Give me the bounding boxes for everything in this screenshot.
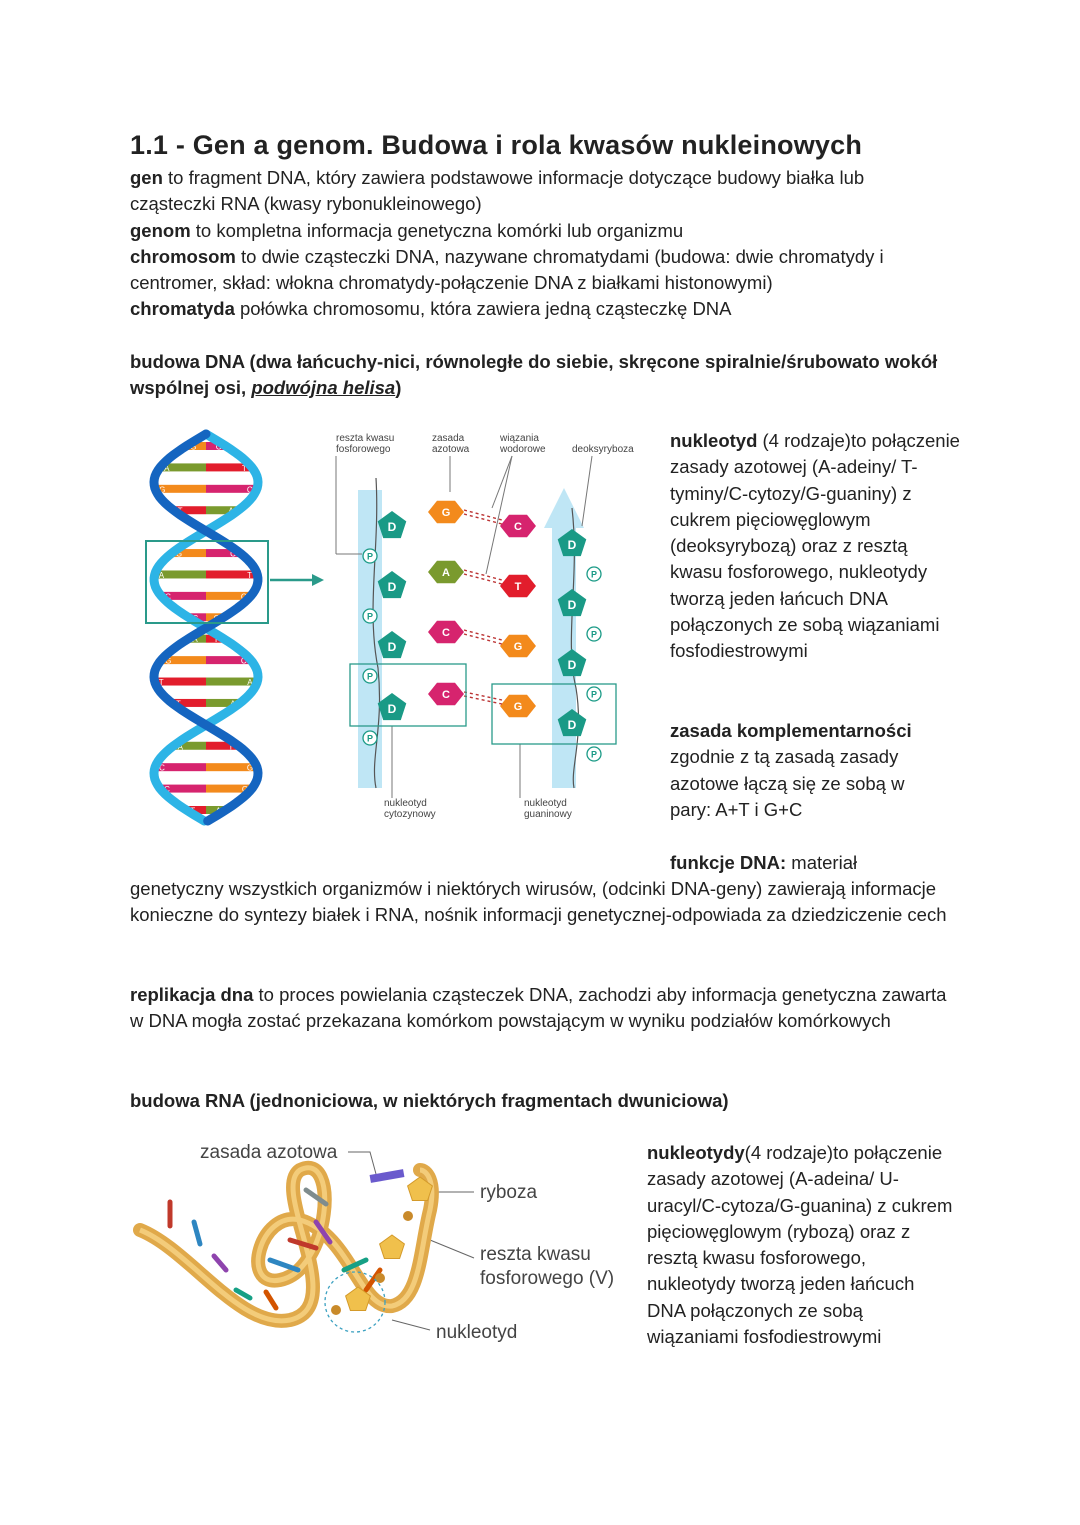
base-letter: C — [192, 613, 199, 623]
base-letter: G — [213, 613, 220, 623]
svg-text:A: A — [442, 567, 450, 579]
dna-structure-figure — [140, 428, 650, 828]
nukleotyd-rna-text: nukleotydy(4 rodzaje)to połączenie zasady azotowej (A-adeina/ U-uracyl/C-cytoza/G-guanina) z cukrem pięciowęglowym (rybozą) oraz z resztą kwasu fosforowego, nukleotydy tworzą jeden łańcuch DNA połączonych ze sobą wiązaniami fosfodiestrowymi — [647, 1142, 953, 1348]
base-letter: A — [247, 678, 253, 688]
nitrogen-base — [500, 515, 536, 538]
phosphate-circle — [587, 687, 601, 701]
base-letter: A — [228, 506, 234, 516]
base-letter: A — [164, 463, 170, 473]
nitrogen-base — [428, 621, 464, 644]
dna-heading: budowa DNA (dwa łańcuchy-nici, równoległe do siebie, skręcone spiralnie/śrubowato wokół wspólnej osi, podwójna helisa) — [130, 350, 938, 399]
svg-text:wiązania: wiązania — [500, 433, 539, 444]
base-letter: T — [247, 570, 253, 580]
nitrogen-base — [428, 501, 464, 524]
rna-heading: budowa RNA (jednoniciowa, w niektórych fragmentach dwuniciowa) — [130, 1090, 729, 1111]
def-chromosom: chromosom to dwie cząsteczki DNA, nazywane chromatydami (budowa: dwie chromatydy i centromer, skład: włokna chromatydy-połączenie DNA z białkami histonowymi) — [130, 245, 884, 294]
def-chromatyda: chromatyda połówka chromosomu, która zawiera jedną cząsteczkę DNA — [130, 298, 732, 320]
base-letter: T — [197, 528, 202, 538]
svg-text:wodorowe: wodorowe — [500, 444, 546, 455]
base-letter: C — [165, 592, 171, 602]
phosphate-group — [403, 1211, 413, 1221]
svg-text:fosforowego: fosforowego — [336, 444, 391, 455]
svg-text:D: D — [387, 702, 397, 716]
base-letter: G — [240, 592, 248, 602]
nitrogen-base — [428, 683, 464, 706]
svg-text:G: G — [513, 641, 523, 653]
komplementarnosc-text: zasada komplementarności zgodnie z tą zasadą zasady azotowe łączą się ze sobą w pary: A+T i G+C — [670, 720, 912, 820]
def-gen: gen to fragment DNA, który zawiera podstawowe informacje dotyczące budowy białka lub cząsteczki RNA (kwasy rybonukleinowego) — [130, 167, 865, 215]
svg-text:P: P — [590, 749, 598, 760]
svg-text:nukleotyd: nukleotyd — [524, 798, 567, 809]
base-letter: C — [159, 763, 165, 773]
rna-structure-figure — [130, 1130, 640, 1360]
rna-strand — [140, 1168, 432, 1321]
rna-base — [270, 1260, 298, 1270]
base-letter: G — [159, 485, 166, 495]
nitrogen-base — [500, 635, 536, 658]
base-letter: G — [175, 549, 183, 559]
base-letter: T — [190, 806, 196, 816]
svg-text:G: G — [441, 507, 451, 519]
svg-text:C: C — [442, 689, 450, 701]
base-letter: G — [197, 720, 204, 730]
base-letter: A — [208, 528, 215, 538]
svg-text:P: P — [366, 611, 374, 622]
phosphate-circle — [363, 731, 377, 745]
base-letter: G — [246, 763, 254, 773]
base-letter: C — [230, 549, 236, 559]
base-letter: G — [241, 785, 249, 795]
nukleotyd-dna-text: nukleotyd (4 rodzaje)to połączenie zasady azotowej (A-adeiny/ T-tyminy/C-cytozy/G-guaniny) z cukrem pięciowęglowym (deoksyrybozą) oraz z resztą kwasu fosforowego, nukleotydy tworzą jeden łańcuch DNA połączonych ze sobą wiązaniami fosfodiestrowymi — [670, 430, 960, 662]
svg-text:P: P — [590, 629, 598, 640]
rna-base — [194, 1222, 200, 1244]
svg-text:guaninowy: guaninowy — [524, 809, 572, 820]
arrow-icon — [312, 574, 324, 586]
double-helix-diagram — [154, 434, 258, 821]
svg-text:P: P — [366, 551, 374, 562]
base-letter: A — [230, 699, 236, 709]
svg-text:nukleotyd: nukleotyd — [384, 798, 427, 809]
base-letter: C — [215, 442, 222, 452]
phosphate-circle — [363, 669, 377, 683]
rna-base — [214, 1256, 226, 1270]
phosphate-circle — [587, 567, 601, 581]
base-letter: T — [158, 678, 164, 688]
svg-text:fosforowego (V): fosforowego (V) — [480, 1268, 615, 1289]
page-title: 1.1 - Gen a genom. Budowa i rola kwasów nukleinowych — [130, 130, 863, 160]
nitrogen-base — [428, 561, 464, 584]
document-page — [130, 130, 950, 401]
svg-text:D: D — [567, 718, 577, 732]
base-letter: G — [165, 656, 172, 666]
ribose-pentagon — [380, 1235, 405, 1259]
base-letter: T — [213, 635, 219, 645]
phosphate-circle — [587, 627, 601, 641]
base-letter: A — [158, 570, 165, 580]
base-letter: T — [228, 742, 234, 752]
svg-text:C: C — [514, 521, 522, 533]
funkcje-dna-first-line: funkcje DNA: materiał — [670, 852, 858, 873]
base-letter: C — [246, 485, 253, 495]
svg-text:cytozynowy: cytozynowy — [384, 809, 436, 820]
base-letter: A — [215, 806, 222, 816]
svg-text:deoksyryboza: deoksyryboza — [572, 444, 634, 455]
nitrogen-base — [500, 575, 536, 598]
phosphate-circle — [363, 609, 377, 623]
svg-text:zasada azotowa: zasada azotowa — [200, 1142, 338, 1163]
base-letter: T — [177, 506, 183, 516]
base-letter: G — [190, 442, 197, 452]
replikacja-text: replikacja dna to proces powielania cząsteczek DNA, zachodzi aby informacja genetyczna zawarta w DNA mogła zostać przekazana komórkom powstającym w wyniku podziałów komórkowych — [130, 984, 947, 1032]
nitrogen-base — [500, 695, 536, 718]
phosphate-group — [375, 1273, 385, 1283]
svg-text:ryboza: ryboza — [480, 1182, 538, 1203]
phosphate-circle — [363, 549, 377, 563]
base-letter: A — [192, 635, 198, 645]
svg-text:azotowa: azotowa — [432, 444, 470, 455]
svg-text:P: P — [366, 671, 374, 682]
def-genom: genom to kompletna informacja genetyczna komórki lub organizmu — [130, 219, 684, 241]
base-letter: T — [241, 463, 247, 473]
svg-text:P: P — [590, 569, 598, 580]
phosphate-circle — [587, 747, 601, 761]
svg-text:zasada: zasada — [432, 433, 465, 444]
svg-text:D: D — [567, 598, 577, 612]
svg-text:P: P — [366, 733, 374, 744]
svg-text:nukleotyd: nukleotyd — [436, 1322, 518, 1343]
base-letter: C — [164, 785, 170, 795]
base-letter: C — [208, 720, 215, 730]
svg-text:D: D — [567, 658, 577, 672]
funkcje-dna-text: genetyczny wszystkich organizmów i niektórych wirusów, (odcinki DNA-geny) zawierają informacje konieczne do syntezy białek i RNA, nośnik informacji genetycznej-odpowiada za dziedziczenie cech — [130, 878, 947, 926]
base-letter: C — [240, 656, 247, 666]
phosphate-group — [331, 1305, 341, 1315]
svg-text:D: D — [387, 580, 397, 594]
svg-text:C: C — [442, 627, 450, 639]
svg-text:P: P — [590, 689, 598, 700]
base-letter: A — [177, 742, 183, 752]
svg-text:D: D — [387, 640, 397, 654]
svg-text:D: D — [567, 538, 577, 552]
base-letter: T — [175, 699, 181, 709]
svg-text:reszta kwasu: reszta kwasu — [336, 433, 395, 444]
svg-text:G: G — [513, 701, 523, 713]
svg-text:T: T — [514, 581, 522, 593]
svg-text:reszta kwasu: reszta kwasu — [480, 1244, 591, 1265]
svg-text:D: D — [387, 520, 397, 534]
rna-base — [266, 1292, 276, 1308]
